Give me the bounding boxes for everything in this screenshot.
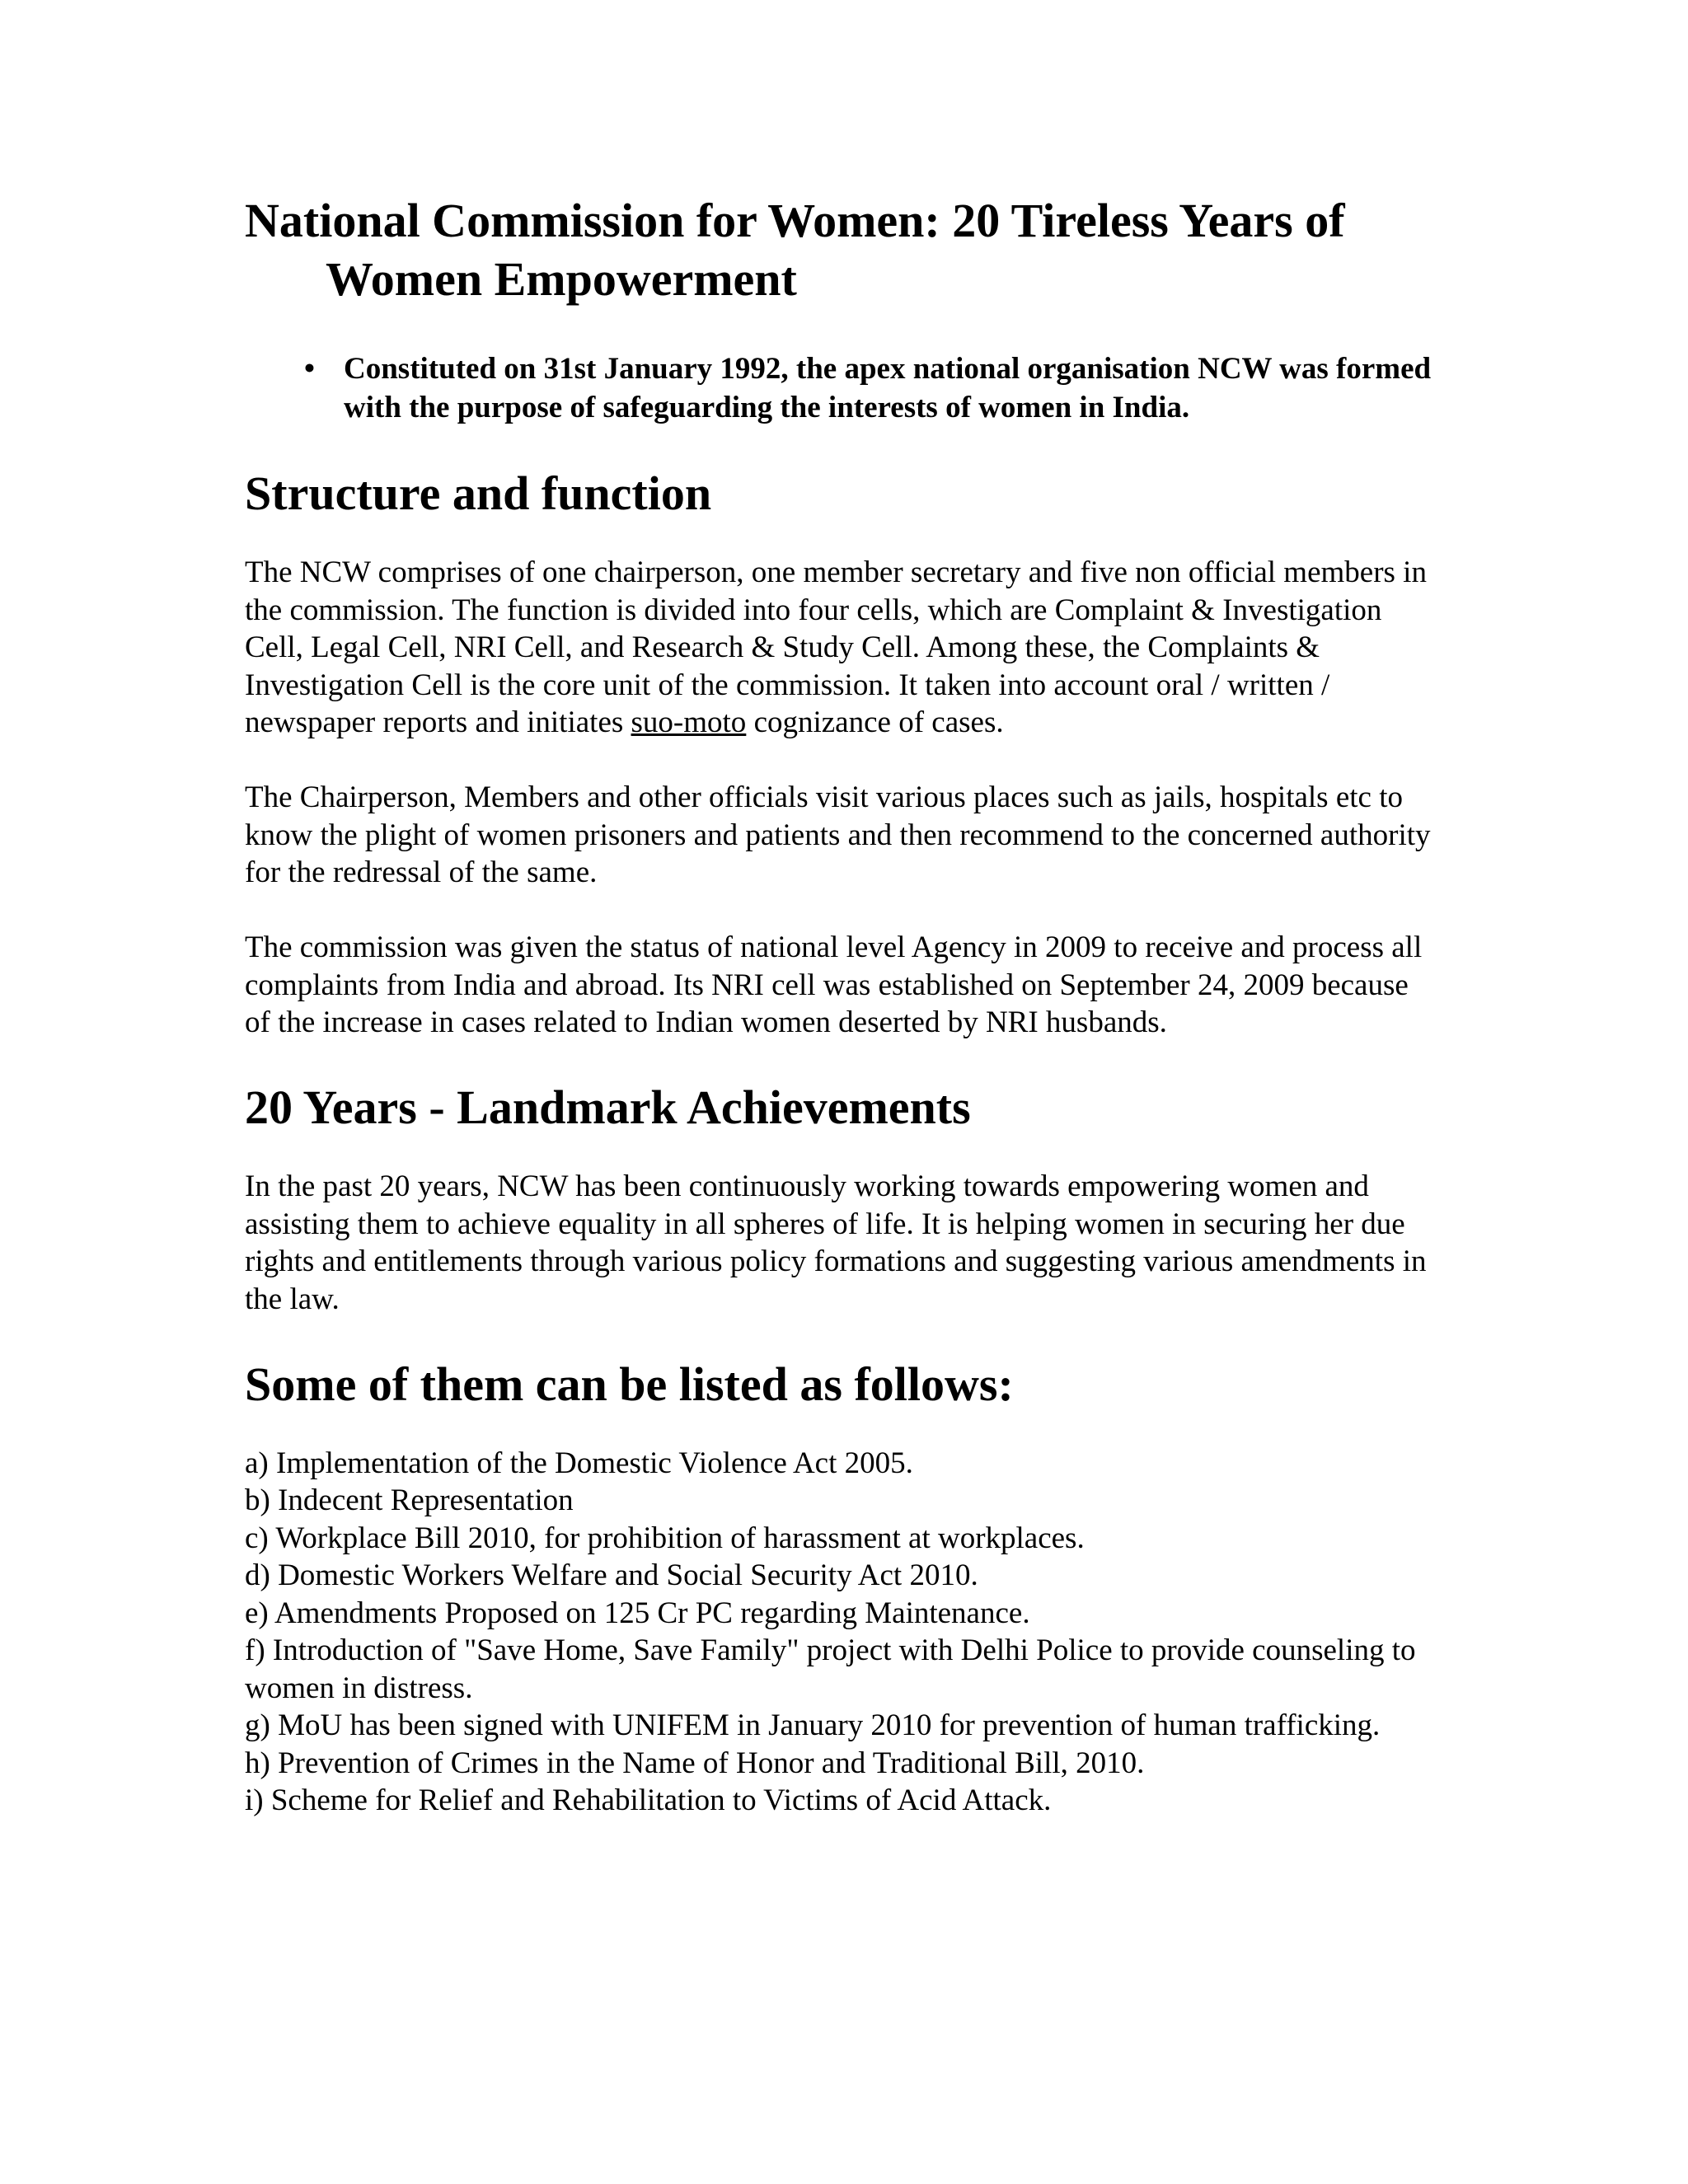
achievements-paragraph: In the past 20 years, NCW has been continuously working towards empowering women and assisting them to achieve equality in all spheres of life. It is helping women in securing her due rights and entitlements through various policy formations and suggesting various amendments in the law. bbox=[245, 1169, 1427, 1316]
lead-bullet-item bbox=[304, 349, 1440, 427]
document-page bbox=[245, 191, 1440, 1820]
heading-structure: Structure and function bbox=[245, 466, 712, 520]
structure-paragraph-3: The commission was given the status of national level Agency in 2009 to receive and process all complaints from India and abroad. Its NRI cell was established on September 24, 2009 because of the increase in cases related to Indian women deserted by NRI husbands. bbox=[245, 930, 1423, 1039]
list-item: f) Introduction of "Save Home, Save Family" project with Delhi Police to provide counseling to women in distress. bbox=[245, 1633, 1416, 1705]
structure-paragraph-1 bbox=[245, 554, 1440, 742]
list-item: h) Prevention of Crimes in the Name of Honor and Traditional Bill, 2010. bbox=[245, 1746, 1145, 1780]
structure-p1-text: The NCW comprises of one chairperson, one member secretary and five non official members in the commission. The function is divided into four cells, which are Complaint & Investigation Cell, Legal Cell, NRI Cell, and Research & Study Cell. Among these, the Complaints & Investigation Cell is the core unit of the commission. It taken into account oral / written / newspaper reports and initiates bbox=[245, 555, 1427, 739]
list-item: i) Scheme for Relief and Rehabilitation to Victims of Acid Attack. bbox=[245, 1783, 1052, 1817]
list-item: c) Workplace Bill 2010, for prohibition of harassment at workplaces. bbox=[245, 1521, 1085, 1555]
list-item: e) Amendments Proposed on 125 Cr PC regarding Maintenance. bbox=[245, 1596, 1030, 1630]
page-title: National Commission for Women: 20 Tireless Years of Women Empowerment bbox=[245, 194, 1345, 306]
heading-achievements: 20 Years - Landmark Achievements bbox=[245, 1080, 971, 1134]
list-item: g) MoU has been signed with UNIFEM in January 2010 for prevention of human trafficking. bbox=[245, 1708, 1381, 1742]
structure-p1-text-end: cognizance of cases. bbox=[746, 705, 1004, 739]
achievement-list bbox=[245, 1445, 1440, 1820]
structure-paragraph-2: The Chairperson, Members and other officials visit various places such as jails, hospitals etc to know the plight of women prisoners and patients and then recommend to the concerned authority for the redressal of the same. bbox=[245, 780, 1431, 889]
list-item: d) Domestic Workers Welfare and Social Security Act 2010. bbox=[245, 1558, 978, 1592]
list-item: a) Implementation of the Domestic Violence Act 2005. bbox=[245, 1446, 913, 1480]
heading-list: Some of them can be listed as follows: bbox=[245, 1357, 1014, 1411]
lead-bullet-text: Constituted on 31st January 1992, the apex national organisation NCW was formed with the purpose of safeguarding the interests of women in India. bbox=[344, 352, 1432, 424]
list-item: b) Indecent Representation bbox=[245, 1483, 574, 1517]
lead-bullet-list bbox=[245, 349, 1440, 427]
suo-moto-link[interactable]: suo-moto bbox=[631, 705, 747, 739]
bullet-icon: • bbox=[304, 352, 315, 386]
